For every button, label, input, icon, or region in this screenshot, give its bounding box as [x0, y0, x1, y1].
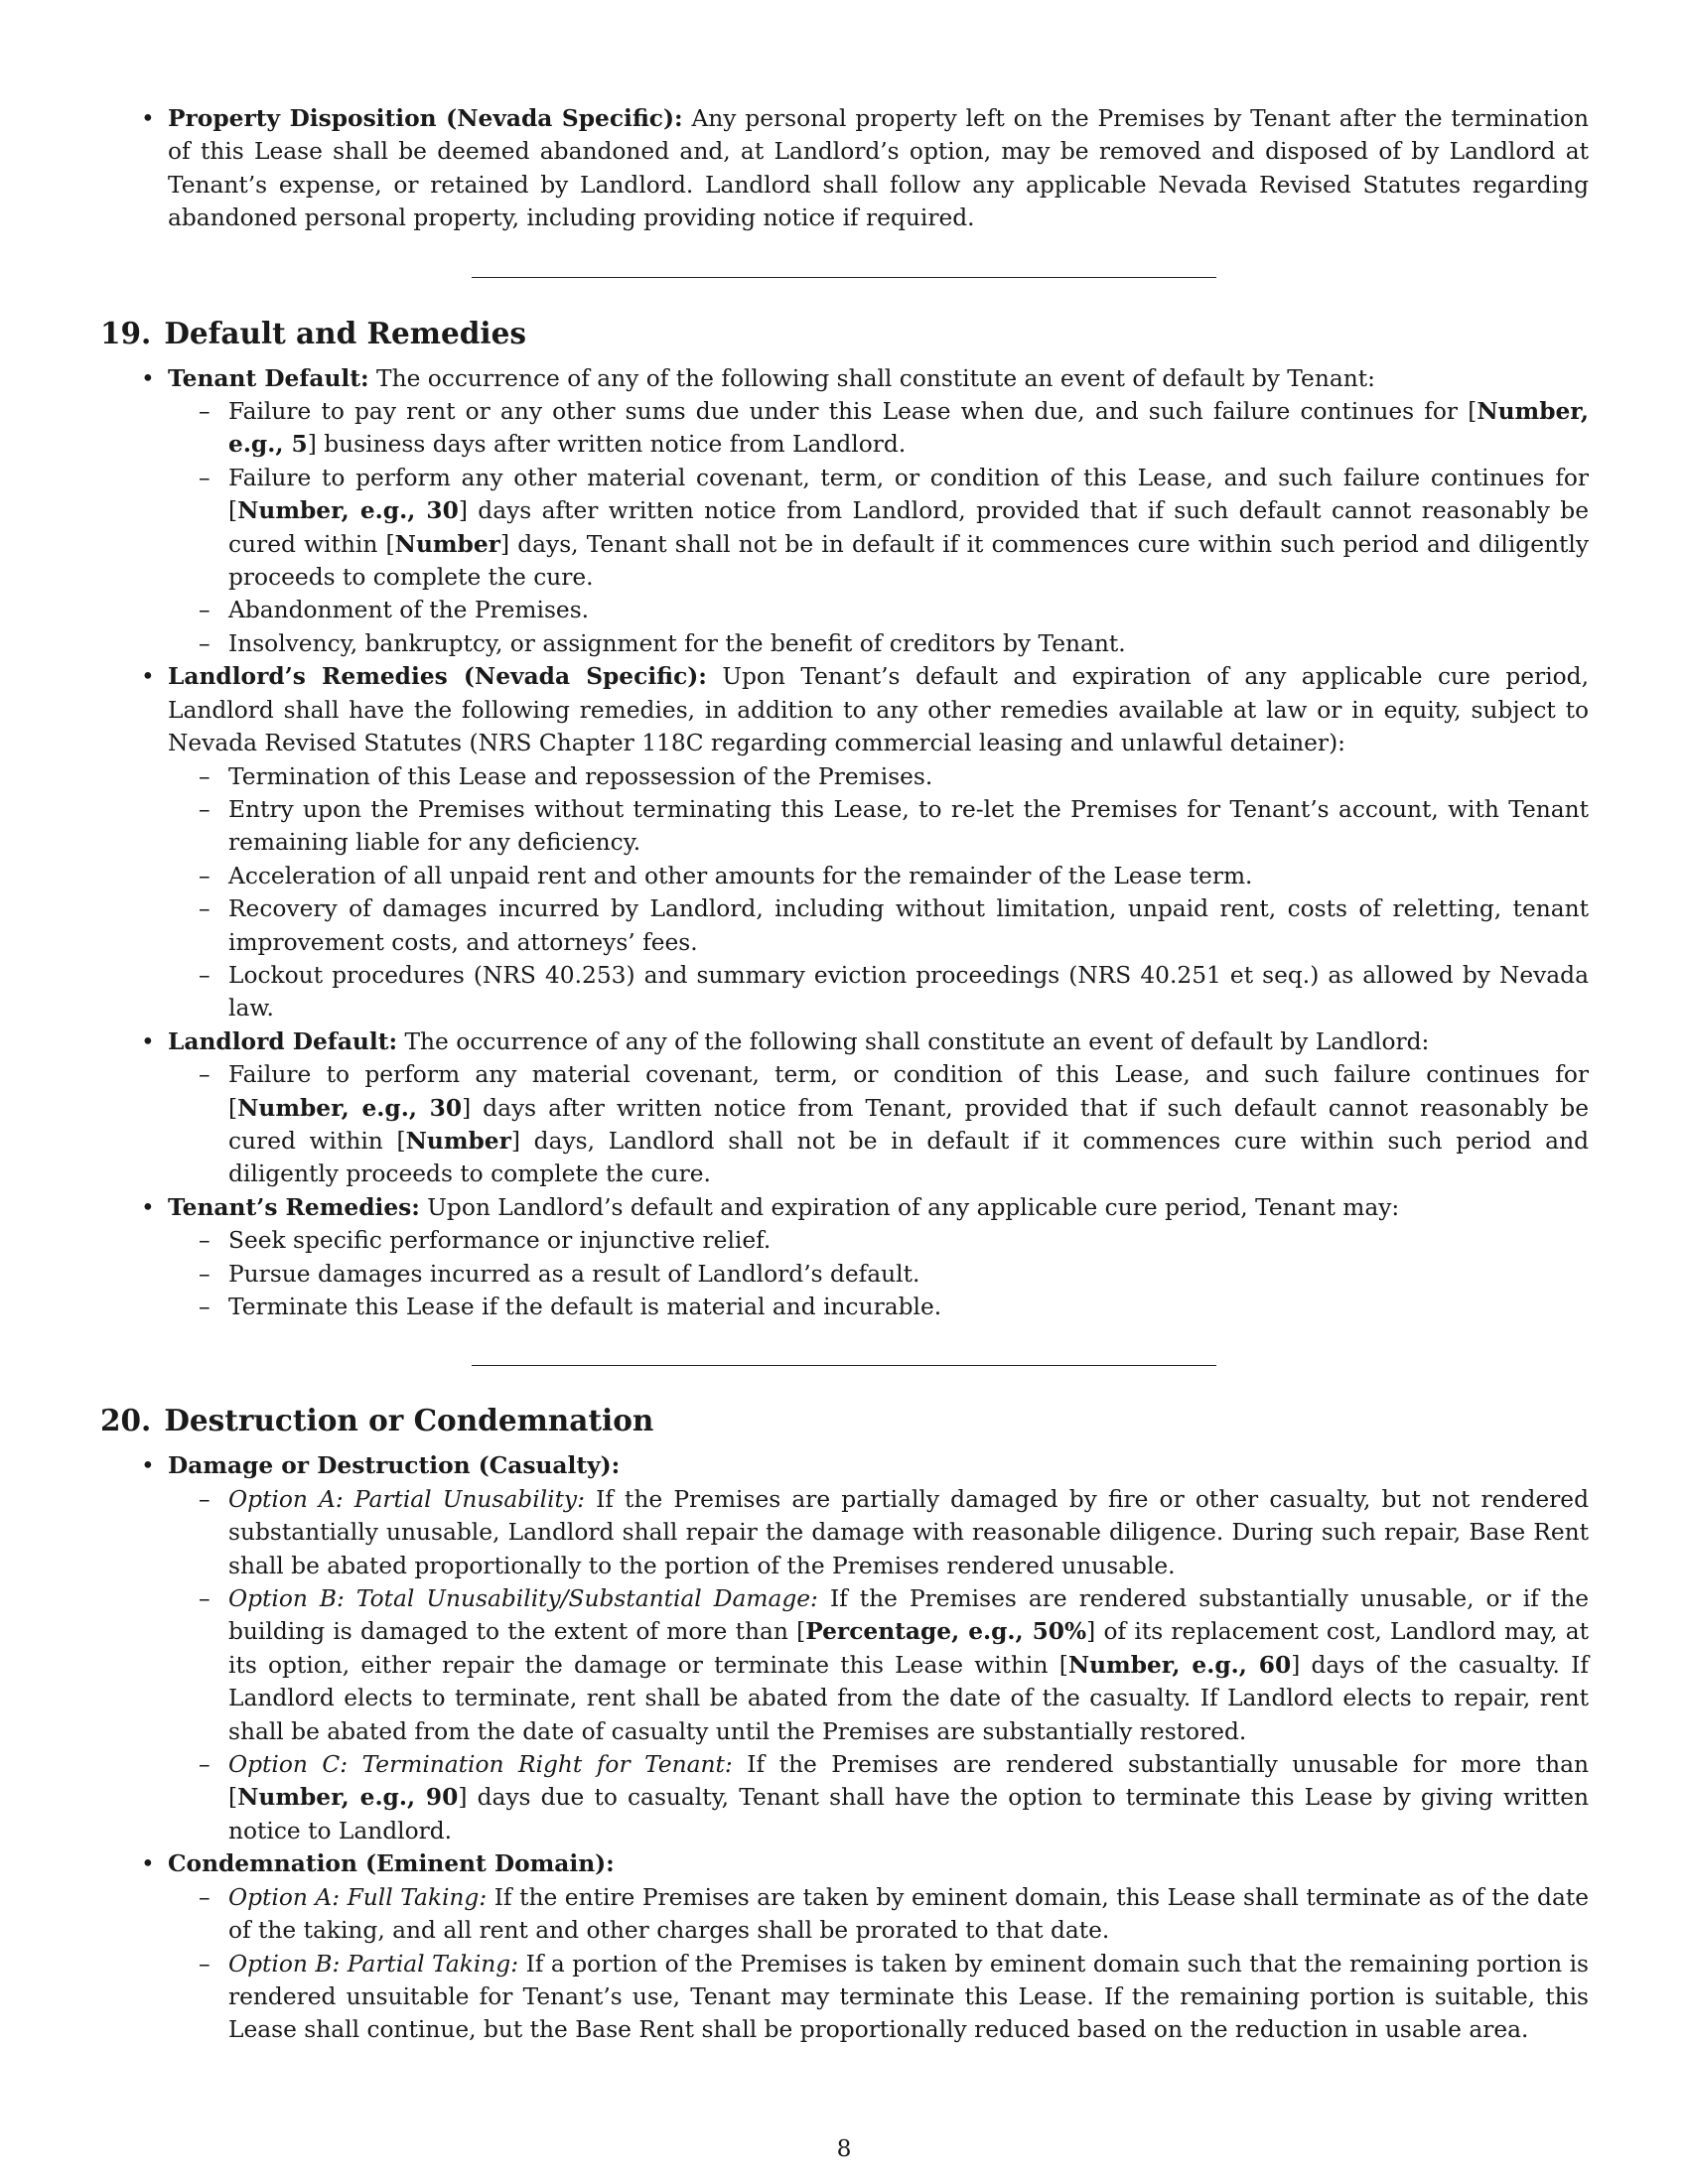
text-run: If the Premises are rendered substantially unusable for more than [ — [228, 1751, 1590, 1812]
text-run: Failure to perform any material covenant, term, or condition of this Lease, and such failure continues for [ — [228, 1061, 1589, 1122]
option-label: Option B: Total Unusability/Substantial Damage: — [228, 1585, 818, 1613]
placeholder-field: Number — [405, 1127, 511, 1155]
list-item — [228, 462, 1589, 595]
section-divider — [472, 1365, 1216, 1366]
item-label: Property Disposition (Nevada Specific): — [168, 105, 683, 132]
placeholder-field: Number, e.g., 30 — [237, 1094, 463, 1122]
condemnation-item — [168, 1847, 1589, 2046]
placeholder-field: Percentage, e.g., 50% — [805, 1618, 1087, 1646]
text-run: ] days, Landlord shall not be in default if it commences cure within such period and diligently proceeds to complete the cure. — [228, 1127, 1589, 1188]
condemnation-sublist — [168, 1881, 1589, 2047]
list-item: – Lockout procedures (NRS 40.253) and summary eviction proceedings (NRS 40.251 et seq.) as allowed by Nevada law. — [228, 959, 1589, 1025]
page-content — [100, 102, 1589, 2047]
option-label: Option A: Partial Unusability: — [228, 1485, 585, 1513]
text-run: If the Premises are partially damaged by fire or other casualty, but not rendered substantially unusable, Landlord shall repair the damage with reasonable diligence. During such repair, Base Rent shall be abated proportionally to the portion of the Premises rendered unusable. — [228, 1485, 1589, 1579]
section-title: Destruction or Condemnation — [164, 1403, 654, 1438]
text-run: ] days due to casualty, Tenant shall have the option to terminate this Lease by giving written notice to Landlord. — [228, 1784, 1589, 1844]
list-item — [228, 1582, 1589, 1748]
property-disposition-item — [168, 102, 1589, 235]
list-item — [228, 1058, 1589, 1191]
casualty-sublist — [168, 1483, 1589, 1847]
landlord-remedies-sublist — [168, 760, 1589, 1025]
item-text: The occurrence of any of the following shall constitute an event of default by Tenant: — [376, 364, 1375, 392]
landlord-remedies-item — [168, 660, 1589, 1024]
text-run: ] of its replacement cost, Landlord may, at its option, either repair the damage or terminate this Lease within [ — [228, 1618, 1589, 1679]
item-label: Condemnation (Eminent Domain): — [168, 1850, 615, 1878]
list-item: – Recovery of damages incurred by Landlord, including without limitation, unpaid rent, costs of reletting, tenant improvement costs, and attorneys’ fees. — [228, 892, 1589, 959]
text-run: ] business days after written notice from Landlord. — [307, 431, 907, 459]
placeholder-field: Number, e.g., 5 — [228, 398, 1589, 459]
section-number: 19. — [100, 315, 152, 350]
casualty-item — [168, 1449, 1589, 1847]
item-label: Landlord’s Remedies (Nevada Specific): — [168, 663, 707, 691]
text-run: ] days after written notice from Tenant, provided that if such default cannot reasonably be cured within [ — [228, 1094, 1589, 1155]
list-item: – Acceleration of all unpaid rent and other amounts for the remainder of the Lease term. — [228, 860, 1589, 892]
section-number: 20. — [100, 1403, 152, 1438]
landlord-default-sublist — [168, 1058, 1589, 1191]
text-run: If the entire Premises are taken by eminent domain, this Lease shall terminate as of the date of the taking, and all rent and other charges shall be prorated to that date. — [228, 1883, 1589, 1945]
text-run: ] days of the casualty. If Landlord elects to terminate, rent shall be abated from the date of the casualty. If Landlord elects to repair, rent shall be abated from the date of casualty until the Premises are substantially restored. — [228, 1651, 1590, 1745]
section-title: Default and Remedies — [164, 315, 526, 350]
property-disposition-list — [100, 102, 1589, 235]
text-run: Failure to perform any other material covenant, term, or condition of this Lease, and such failure continues for [ — [228, 464, 1589, 525]
item-label: Damage or Destruction (Casualty): — [168, 1452, 621, 1480]
item-label: Landlord Default: — [168, 1027, 398, 1055]
list-item: – Terminate this Lease if the default is material and incurable. — [228, 1291, 1589, 1323]
list-item: – Abandonment of the Premises. — [228, 594, 1589, 626]
tenant-default-item — [168, 362, 1589, 661]
item-text: Any personal property left on the Premises by Tenant after the termination of this Lease shall be deemed abandoned and, at Landlord’s option, may be removed and disposed of by Landlord at Tenant’s expense, or retained by Landlord. Landlord shall follow any applicable Nevada Revised Statutes regarding abandoned personal property, including providing notice if required. — [168, 105, 1589, 232]
list-item: – Entry upon the Premises without terminating this Lease, to re-let the Premises for Tenant’s account, with Tenant remaining liable for any deficiency. — [228, 793, 1589, 860]
placeholder-field: Number, e.g., 90 — [237, 1784, 459, 1812]
list-item — [228, 1948, 1589, 2047]
section-19-heading — [100, 316, 1589, 351]
section-19-list — [100, 362, 1589, 1324]
option-label: Option A: Full Taking: — [228, 1883, 488, 1911]
section-divider — [472, 277, 1216, 278]
list-item — [228, 1483, 1589, 1582]
placeholder-field: Number, e.g., 30 — [237, 497, 459, 525]
list-item: – Insolvency, bankruptcy, or assignment for the benefit of creditors by Tenant. — [228, 627, 1589, 660]
text-run: Failure to pay rent or any other sums due under this Lease when due, and such failure continues for [ — [228, 398, 1477, 426]
text-run: If the Premises are rendered substantially unusable, or if the building is damaged to the extent of more than [ — [228, 1585, 1589, 1646]
section-20-list — [100, 1449, 1589, 2046]
option-label: Option C: Termination Right for Tenant: — [228, 1751, 733, 1779]
item-text: Upon Tenant’s default and expiration of any applicable cure period, Landlord shall have the following remedies, in addition to any other remedies available at law or in equity, subject to Nevada Revised Statutes (NRS Chapter 118C regarding commercial leasing and unlawful detainer): — [168, 663, 1589, 757]
list-item — [228, 1881, 1589, 1948]
list-item: – Pursue damages incurred as a result of Landlord’s default. — [228, 1258, 1589, 1291]
text-run: ] days after written notice from Landlord, provided that if such default cannot reasonably be cured within [ — [228, 497, 1589, 558]
placeholder-field: Number, e.g., 60 — [1067, 1651, 1292, 1679]
text-run: ] days, Tenant shall not be in default if it commences cure within such period and diligently proceeds to complete the cure. — [228, 530, 1589, 592]
placeholder-field: Number — [394, 530, 500, 558]
list-item — [228, 395, 1589, 462]
list-item: – Termination of this Lease and repossession of the Premises. — [228, 760, 1589, 793]
option-label: Option B: Partial Taking: — [228, 1950, 519, 1978]
list-item: – Seek specific performance or injunctive relief. — [228, 1224, 1589, 1257]
section-20-heading — [100, 1403, 1589, 1438]
list-item — [228, 1748, 1589, 1847]
landlord-default-item — [168, 1025, 1589, 1191]
tenant-remedies-sublist — [168, 1224, 1589, 1323]
page-number: 8 — [836, 2135, 852, 2162]
item-text: Upon Landlord’s default and expiration of any applicable cure period, Tenant may: — [427, 1193, 1400, 1221]
item-label: Tenant’s Remedies: — [168, 1193, 420, 1221]
text-run: If a portion of the Premises is taken by eminent domain such that the remaining portion is rendered unsuitable for Tenant’s use, Tenant may terminate this Lease. If the remaining portion is suitable, this Lease shall continue, but the Base Rent shall be proportionally reduced based on the reduction in usable area. — [228, 1950, 1589, 2044]
item-text: The occurrence of any of the following shall constitute an event of default by Landlord: — [404, 1027, 1430, 1055]
tenant-default-sublist — [168, 395, 1589, 660]
item-label: Tenant Default: — [168, 364, 369, 392]
tenant-remedies-item — [168, 1191, 1589, 1324]
